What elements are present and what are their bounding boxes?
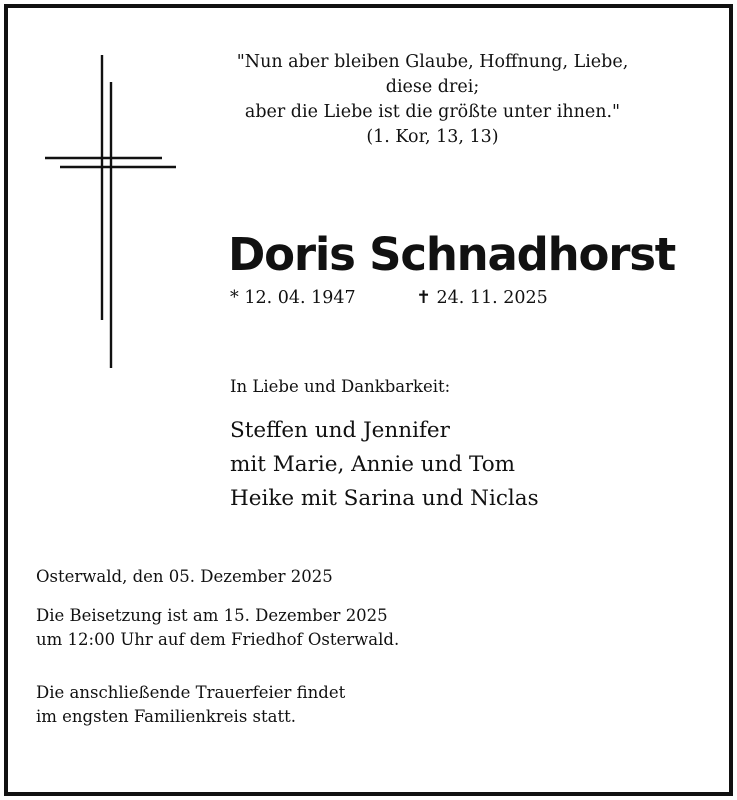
burial-line: um 12:00 Uhr auf dem Friedhof Osterwald.	[36, 630, 400, 649]
deceased-name: Doris Schnadhorst	[228, 228, 676, 281]
death-date: ✝ 24. 11. 2025	[416, 288, 548, 308]
mourner-line: Heike mit Sarina und Niclas	[230, 486, 539, 511]
mourner-line: mit Marie, Annie und Tom	[230, 452, 516, 477]
quote-line: "Nun aber bleiben Glaube, Hoffnung, Liebe,	[236, 52, 629, 72]
ceremony-line: im engsten Familienkreis statt.	[36, 707, 296, 726]
mourner-line: Steffen und Jennifer	[230, 418, 450, 443]
double-line-cross-icon	[40, 50, 180, 370]
place-and-date: Osterwald, den 05. Dezember 2025	[36, 567, 333, 586]
birth-date: * 12. 04. 1947	[230, 288, 356, 308]
life-dates	[230, 286, 548, 310]
quote-reference: (1. Kor, 13, 13)	[366, 127, 499, 147]
burial-notice	[36, 604, 399, 652]
bible-quote	[200, 50, 665, 150]
burial-line: Die Beisetzung ist am 15. Dezember 2025	[36, 606, 388, 625]
mourners-list	[230, 414, 539, 516]
ceremony-notice	[36, 681, 345, 729]
quote-line: diese drei;	[385, 77, 480, 97]
ceremony-line: Die anschließende Trauerfeier findet	[36, 683, 346, 702]
mourners-intro: In Liebe und Dankbarkeit:	[230, 377, 451, 396]
quote-line: aber die Liebe ist die größte unter ihnen."	[244, 102, 621, 122]
